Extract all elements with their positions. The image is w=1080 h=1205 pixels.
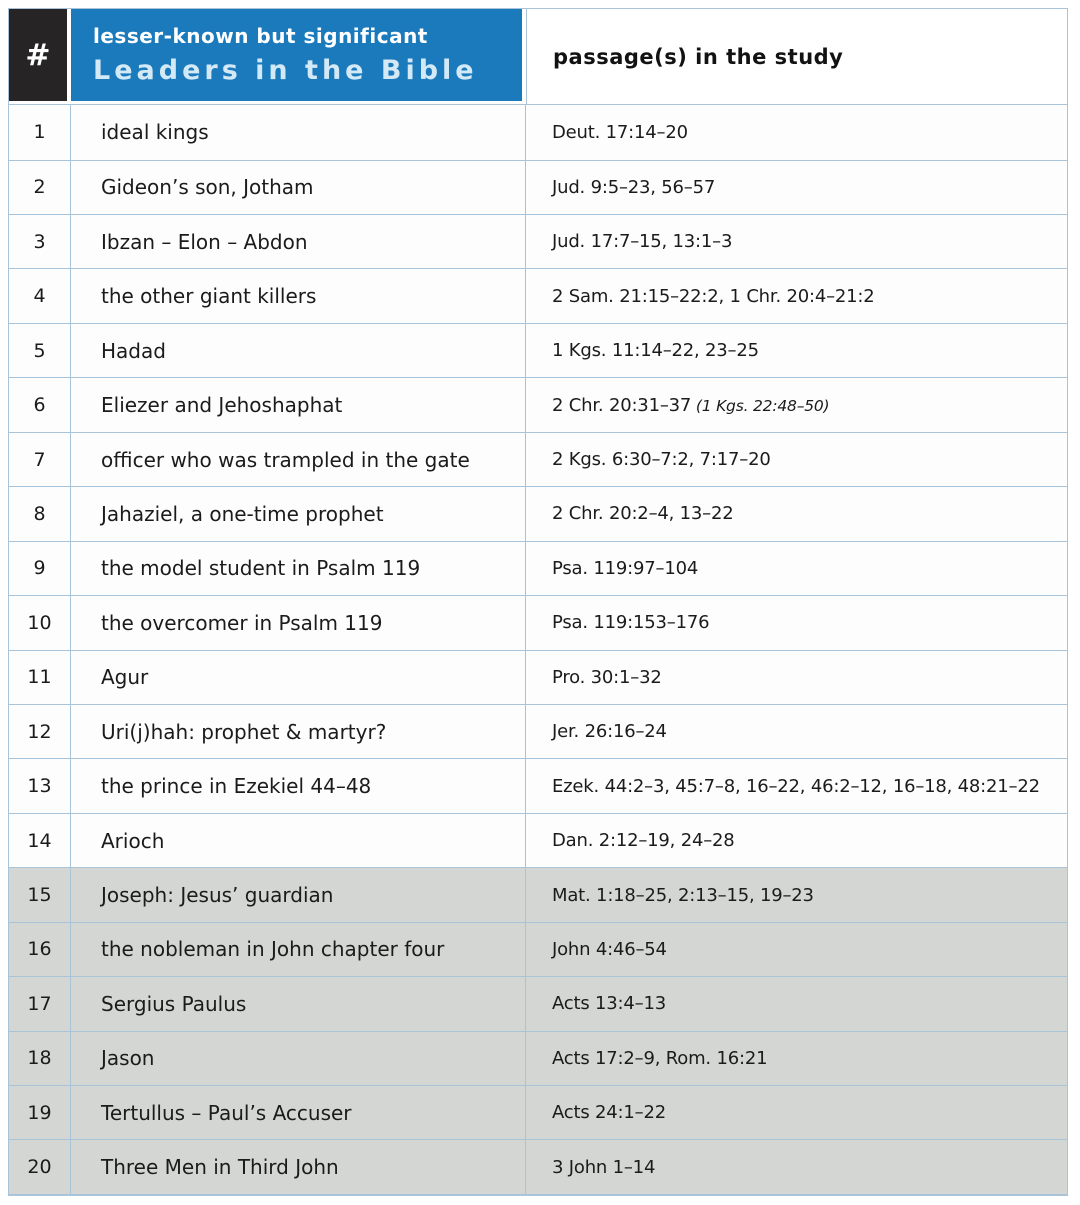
passage-note: (1 Kgs. 22:48–50)	[691, 396, 830, 415]
leader-name: the nobleman in John chapter four	[71, 923, 526, 977]
table-row	[9, 814, 1067, 868]
passage-refs: Acts 17:2–9, Rom. 16:21	[526, 1032, 1067, 1086]
header-row	[9, 9, 1067, 104]
leader-name: Tertullus – Paul’s Accuser	[71, 1086, 526, 1140]
leader-name: Eliezer and Jehoshaphat	[71, 378, 526, 432]
table-row	[9, 487, 1067, 541]
table-row	[9, 104, 1067, 161]
leader-name: Hadad	[71, 324, 526, 378]
table-row	[9, 705, 1067, 759]
row-number: 14	[9, 814, 71, 868]
table-row	[9, 1032, 1067, 1086]
passage-refs: John 4:46–54	[526, 923, 1067, 977]
passage-refs: Jud. 9:5–23, 56–57	[526, 161, 1067, 215]
row-number: 12	[9, 705, 71, 759]
table-row	[9, 1086, 1067, 1140]
row-number: 20	[9, 1140, 71, 1195]
passage-refs: 1 Kgs. 11:14–22, 23–25	[526, 324, 1067, 378]
table-header	[9, 9, 1067, 104]
row-number: 9	[9, 542, 71, 596]
leader-name: Gideon’s son, Jotham	[71, 161, 526, 215]
row-number: 11	[9, 651, 71, 705]
table-row	[9, 433, 1067, 487]
table-row	[9, 868, 1067, 922]
row-number: 4	[9, 269, 71, 323]
leader-name: Joseph: Jesus’ guardian	[71, 868, 526, 922]
leader-name: ideal kings	[71, 104, 526, 161]
number-symbol: #	[25, 37, 51, 73]
table-row	[9, 324, 1067, 378]
row-number: 5	[9, 324, 71, 378]
passage-refs: Dan. 2:12–19, 24–28	[526, 814, 1067, 868]
table-row	[9, 215, 1067, 269]
passage-refs: Jud. 17:7–15, 13:1–3	[526, 215, 1067, 269]
passage-refs: 2 Chr. 20:31–37 (1 Kgs. 22:48–50)	[526, 378, 1067, 432]
leaders-column-header	[71, 9, 526, 104]
table-row	[9, 651, 1067, 705]
leader-name: Jahaziel, a one-time prophet	[71, 487, 526, 541]
passage-refs: 2 Kgs. 6:30–7:2, 7:17–20	[526, 433, 1067, 487]
number-column-header	[9, 9, 71, 104]
row-number: 15	[9, 868, 71, 922]
table-row	[9, 161, 1067, 215]
leader-name: Arioch	[71, 814, 526, 868]
row-number: 6	[9, 378, 71, 432]
row-number: 1	[9, 104, 71, 161]
passage-refs: Psa. 119:153–176	[526, 596, 1067, 650]
leader-name: Ibzan – Elon – Abdon	[71, 215, 526, 269]
passage-refs: 3 John 1–14	[526, 1140, 1067, 1195]
row-number: 17	[9, 977, 71, 1031]
passage-refs: Pro. 30:1–32	[526, 651, 1067, 705]
table-row	[9, 269, 1067, 323]
passage-refs: Deut. 17:14–20	[526, 104, 1067, 161]
row-number: 10	[9, 596, 71, 650]
passage-refs: Jer. 26:16–24	[526, 705, 1067, 759]
passage-refs: Mat. 1:18–25, 2:13–15, 19–23	[526, 868, 1067, 922]
row-number: 7	[9, 433, 71, 487]
leader-name: Agur	[71, 651, 526, 705]
leaders-table	[8, 8, 1068, 1196]
row-number: 3	[9, 215, 71, 269]
table-row	[9, 542, 1067, 596]
table-row	[9, 1140, 1067, 1195]
table-body	[9, 104, 1067, 1195]
leader-name: Uri(j)hah: prophet & martyr?	[71, 705, 526, 759]
passage-refs: Ezek. 44:2–3, 45:7–8, 16–22, 46:2–12, 16–18, 48:21–22	[526, 759, 1067, 813]
passages-column-header	[526, 9, 1067, 104]
leader-name: the prince in Ezekiel 44–48	[71, 759, 526, 813]
leader-name: the overcomer in Psalm 119	[71, 596, 526, 650]
table-row	[9, 378, 1067, 432]
row-number: 8	[9, 487, 71, 541]
passage-refs: Acts 13:4–13	[526, 977, 1067, 1031]
leader-name: the model student in Psalm 119	[71, 542, 526, 596]
row-number: 19	[9, 1086, 71, 1140]
passage-refs: 2 Chr. 20:2–4, 13–22	[526, 487, 1067, 541]
row-number: 13	[9, 759, 71, 813]
leaders-title: Leaders in the Bible	[93, 55, 478, 86]
leader-name: Sergius Paulus	[71, 977, 526, 1031]
leader-name: Jason	[71, 1032, 526, 1086]
table-row	[9, 759, 1067, 813]
row-number: 18	[9, 1032, 71, 1086]
leader-name: the other giant killers	[71, 269, 526, 323]
passage-refs: Psa. 119:97–104	[526, 542, 1067, 596]
table-row	[9, 977, 1067, 1031]
table-row	[9, 596, 1067, 650]
passages-title: passage(s) in the study	[553, 44, 844, 69]
leaders-subtitle: lesser-known but significant	[93, 24, 428, 48]
passage-refs: 2 Sam. 21:15–22:2, 1 Chr. 20:4–21:2	[526, 269, 1067, 323]
passage-refs: Acts 24:1–22	[526, 1086, 1067, 1140]
leader-name: Three Men in Third John	[71, 1140, 526, 1195]
row-number: 16	[9, 923, 71, 977]
row-number: 2	[9, 161, 71, 215]
leader-name: officer who was trampled in the gate	[71, 433, 526, 487]
table-row	[9, 923, 1067, 977]
